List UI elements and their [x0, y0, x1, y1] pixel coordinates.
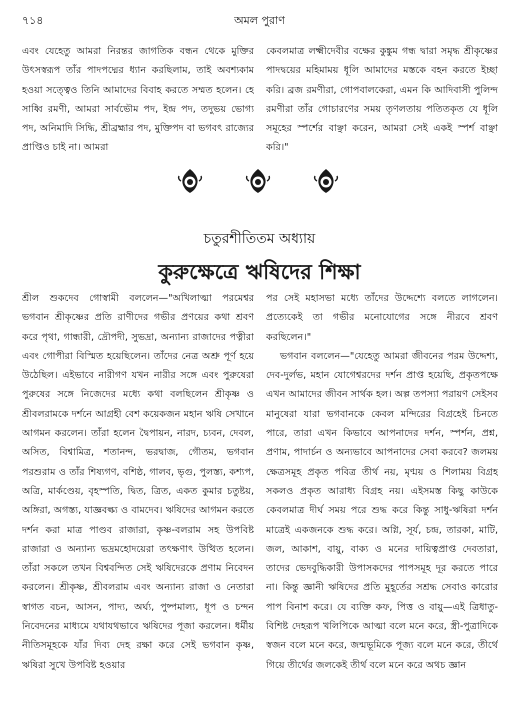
chapter-title: কুরুক্ষেত্রে ঋষিদের শিক্ষা [158, 260, 361, 284]
chapter-number: চতুরশীতিতম অধ্যায় [203, 231, 316, 247]
paragraph: ভগবান বললেন—"যেহেতু আমরা জীবনের পরম উদ্দেশ্য, দেব-দুর্লভ, মহান যোগেশ্বরদের দর্শন প্রাপ্ত হয়েছি, প্রকৃতপক্ষে এখন আমাদের জীবন সার্থক হল। অল্প তপস্যা পরায়ণ সেইসব মানুষেরা যারা ভগবানকে কেবল মন্দিরের বিগ্রহেই চিনতে পারে, তারা এখন কিভাবে আপনাদের দর্শন, স্পর্শন, প্রশ্ন, প্রণাম, পাদার্চন ও অন্যভাবে আপনাদের সেবা করবে? জলময় ক্ষেত্রসমূহ প্রকৃত পবিত্র তীর্থ নয়, মৃণ্ময় ও শিলাময় বিগ্রহ সকলও প্রকৃত আরাধ্য বিগ্রহ নয়। এইসমস্ত কিছু কাউকে কেবলমাত্র দীর্ঘ সময় পরে শুদ্ধ করে কিন্তু সাধু-ঋষিরা দর্শন মাত্রেই একজনকে শুদ্ধ করে। অগ্নি, সূর্য, চন্দ্র, তারকা, মাটি, জল, আকাশ, বায়ু, বাক্য ও মনের দায়িত্বপ্রাপ্ত দেবতারা, তাদের ভেদবুদ্ধিকারী উপাসকদের পাপসমূহ দূর করতে পারে না। কিন্তু জ্ঞানী ঋষিদের প্রতি মুহূর্তের সশ্রদ্ধ সেবাও কারোর পাপ বিনাশ করে। যে ব্যক্তি কফ, পিত্ত ও বায়ু—এই ত্রিধাতু-বিশিষ্ট দেহরূপ খলিপিকে আত্মা বলে মনে করে, স্ত্রী-পুত্রাদিকে স্বজন বলে মনে করে, জন্মভূমিকে পূজ্য বলে মনে করে, তীর্থে গিয়ে তীর্থের জলকেই তীর্থ বলে মনে করে অথচ জ্ঞান [266, 350, 498, 671]
body-right-column [266, 289, 498, 707]
lotus-vignette-icon [177, 168, 203, 194]
paragraph: এবং যেহেতু আমরা নিরন্তর জাগতিক বন্ধন থেকে মুক্তির উৎসস্বরূপ তাঁর পাদপদ্মের ধ্যান করছিলাম, তাই অবশ্যকাম হওয়া সত্ত্বেও তিনি আমাদের বিবাহ করতে সম্মত হলেন। হে সাধ্বি রমণী, আমরা সার্বভৌম পদ, ইন্দ্র পদ, তদুভয় ভোগ্য পদ, অনিমাদি সিদ্ধি, শ্রীব্রহ্মার পদ, মুক্তিপদ বা ভগবৎ রাজ্যের প্রাপ্তিও চাই না। আমরা [22, 46, 254, 154]
paragraph: শ্রীল শুকদেব গোস্বামী বললেন—"অখিলাত্মা পরমেশ্বর ভগবান শ্রীকৃষ্ণের প্রতি রাণীদের গভীর প্রণয়ের কথা শ্রবণ করে পৃথা, গান্ধারী, দ্রৌপদী, সুভদ্রা, অন্যান্য রাজাদের পত্নীরা এবং গোপীরা বিস্মিত হয়েছিলেন। তাঁদের নেত্র অশ্রু পূর্ণ হয়ে উঠেছিল। এইভাবে নারীগণ যখন নারীর সঙ্গে এবং পুরুষেরা পুরুষের সঙ্গে নিজেদের মধ্যে কথা বলছিলেন শ্রীকৃষ্ণ ও শ্রীবলরামকে দর্শনে আগ্রহী বেশ কয়েকজন মহান ঋষি সেখানে আগমন করলেন। তাঁরা হলেন দ্বৈপায়ন, নারদ, চ্যবন, দেবল, অসিত, বিশ্বামিত্র, শতানন্দ, ভরদ্বাজ, গৌতম, ভগবান পরশুরাম ও তাঁর শিষ্যগণ, বশিষ্ঠ, গালব, ভৃগু, পুলস্ত্য, কশ্যপ, অত্রি, মার্কণ্ডেয়, বৃহস্পতি, দ্বিত, ত্রিত, একত কুমার চতুষ্টয়, অঙ্গিরা, অগস্ত্য, যাজ্ঞবল্ক্য ও বামদেব। ঋষিদের আগমন করতে দর্শন করা মাত্র পাণ্ডব রাজারা, কৃষ্ণ-বলরাম সহ উপবিষ্ট রাজারা ও অন্যান্য ভদ্রমহোদয়েরা তৎক্ষণাৎ উত্থিত হলেন। তাঁরা সকলে তখন বিশ্ববন্দিত সেই ঋষিদেরকে প্রণাম নিবেদন করলেন। শ্রীকৃষ্ণ, শ্রীবলরাম এবং অন্যান্য রাজা ও নেতারা স্বাগত বচন, আসন, পাদ্য, অর্ঘ্য, পুষ্পমাল্য, ধূপ ও চন্দন নিবেদনের মাধ্যমে যথাযথভাবে ঋষিদের পূজা করলেন। ধর্মীয় নীতিসমূহকে যাঁর দিব্য দেহ রক্ষা করে সেই ভগবান কৃষ্ণ, ঋষিরা সুখে উপবিষ্ট হওয়ার [22, 293, 254, 671]
ornament-divider [0, 168, 519, 194]
page-header [22, 12, 497, 28]
paragraph: পর সেই মহাসভা মধ্যে তাঁদের উদ্দেশ্যে বলতে লাগলেন। প্রত্যেকেই তা গভীর মনোযোগের সঙ্গে নীরবে শ্রবণ করছিলেন।" [266, 293, 498, 343]
body-left-column [22, 289, 254, 707]
paragraph: কেবলমাত্র লক্ষ্মীদেবীর বক্ষের কুঙ্কুম গন্ধ দ্বারা সমৃদ্ধ শ্রীকৃষ্ণের পাদদ্বয়ের মহিমাময় ধূলি আমাদের মস্তকে বহন করতে ইচ্ছা করি। ব্রজ রমণীরা, গোপবালকেরা, এমন কি আদিবাসী পুলিন্দ রমণীরা তাঁর গোচারণের সময় তৃণলতায় পতিতকৃত যে ধূলি সমূহের স্পর্শের বাঞ্ছা করেন, আমরা সেই একই স্পর্শ বাঞ্ছা করি।" [266, 46, 498, 154]
lotus-vignette-icon [313, 168, 339, 194]
top-right-column [266, 42, 498, 158]
running-title: অমল পুরাণ [234, 14, 285, 27]
lotus-vignette-icon [245, 168, 271, 194]
page-number: ৭১৪ [22, 14, 44, 27]
top-left-column [22, 42, 254, 158]
